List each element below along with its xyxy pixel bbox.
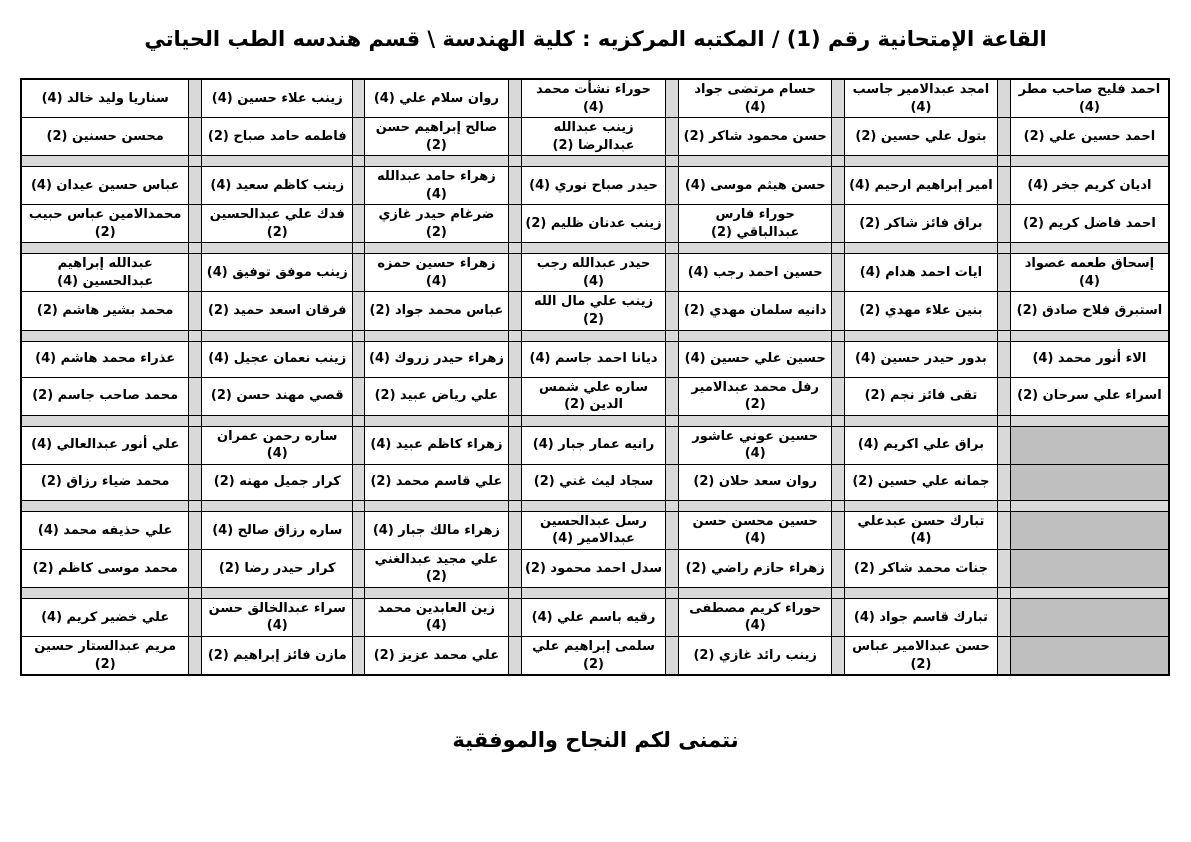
row-spacer: [21, 243, 1169, 254]
seat-row: [21, 549, 1169, 587]
row-spacer-cell: [521, 156, 666, 167]
row-spacer-cell: [679, 156, 832, 167]
row-spacer-cell: [1010, 156, 1169, 167]
row-spacer-cell: [832, 243, 845, 254]
seat-cell: اسراء علي سرحان (2): [1010, 377, 1169, 415]
empty-seat-cell: [1010, 511, 1169, 549]
column-spacer: [666, 341, 679, 377]
seat-row: [21, 205, 1169, 243]
row-spacer-cell: [845, 330, 998, 341]
column-spacer: [189, 426, 202, 464]
seat-cell: حسن محمود شاكر (2): [679, 118, 832, 156]
column-spacer: [997, 598, 1010, 636]
seat-row: [21, 167, 1169, 205]
column-spacer: [189, 79, 202, 118]
seat-row: [21, 464, 1169, 500]
row-spacer-cell: [508, 156, 521, 167]
seat-cell: عباس محمد جواد (2): [365, 292, 509, 330]
seat-cell: زهراء حامد عبدالله (4): [365, 167, 509, 205]
seat-cell: سناريا وليد خالد (4): [21, 79, 189, 118]
seat-cell: سجاد ليث غني (2): [521, 464, 666, 500]
column-spacer: [189, 637, 202, 676]
seat-cell: حسين محسن حسن (4): [679, 511, 832, 549]
seat-cell: تبارك قاسم جواد (4): [845, 598, 998, 636]
row-spacer-cell: [189, 587, 202, 598]
column-spacer: [508, 79, 521, 118]
column-spacer: [666, 292, 679, 330]
column-spacer: [353, 254, 365, 292]
seat-cell: حوراء فارس عبدالباقي (2): [679, 205, 832, 243]
seat-cell: زينب رائد غازي (2): [679, 637, 832, 676]
seat-cell: ايات احمد هدام (4): [845, 254, 998, 292]
seat-cell: محمد صاحب جاسم (2): [21, 377, 189, 415]
empty-seat-cell: [1010, 549, 1169, 587]
seat-row: [21, 377, 1169, 415]
column-spacer: [189, 377, 202, 415]
row-spacer-cell: [365, 156, 509, 167]
row-spacer-cell: [189, 156, 202, 167]
column-spacer: [353, 118, 365, 156]
seat-cell: علي حذيفه محمد (4): [21, 511, 189, 549]
row-spacer-cell: [508, 330, 521, 341]
column-spacer: [508, 205, 521, 243]
seat-cell: محمد ضياء رزاق (2): [21, 464, 189, 500]
row-spacer-cell: [845, 156, 998, 167]
column-spacer: [353, 341, 365, 377]
seat-cell: جمانه علي حسين (2): [845, 464, 998, 500]
column-spacer: [666, 79, 679, 118]
seat-row: [21, 79, 1169, 118]
row-spacer-cell: [353, 243, 365, 254]
column-spacer: [508, 341, 521, 377]
seat-row: [21, 118, 1169, 156]
column-spacer: [353, 377, 365, 415]
row-spacer-cell: [679, 500, 832, 511]
row-spacer-cell: [21, 415, 189, 426]
seat-cell: ضرغام حيدر غازي (2): [365, 205, 509, 243]
seat-row: [21, 292, 1169, 330]
seat-cell: سلمى إبراهيم علي (2): [521, 637, 666, 676]
column-spacer: [666, 426, 679, 464]
column-spacer: [832, 464, 845, 500]
column-spacer: [508, 292, 521, 330]
seat-cell: عذراء محمد هاشم (4): [21, 341, 189, 377]
column-spacer: [353, 598, 365, 636]
column-spacer: [666, 118, 679, 156]
seat-cell: روان سعد حلان (2): [679, 464, 832, 500]
row-spacer-cell: [508, 500, 521, 511]
footer-note: نتمنى لكم النجاح والموفقية: [452, 728, 739, 753]
seat-cell: زينب علي مال الله (2): [521, 292, 666, 330]
seat-cell: زهراء حسين حمزه (4): [365, 254, 509, 292]
seat-cell: اديان كريم جخر (4): [1010, 167, 1169, 205]
row-spacer-cell: [666, 330, 679, 341]
empty-seat-cell: [1010, 464, 1169, 500]
seat-row: [21, 598, 1169, 636]
seat-cell: ديانا احمد جاسم (4): [521, 341, 666, 377]
column-spacer: [508, 118, 521, 156]
seat-cell: كرار حيدر رضا (2): [202, 549, 353, 587]
column-spacer: [353, 549, 365, 587]
seat-cell: زين العابدين محمد (4): [365, 598, 509, 636]
seat-cell: الاء أنور محمد (4): [1010, 341, 1169, 377]
column-spacer: [997, 549, 1010, 587]
seat-cell: براق علي اكريم (4): [845, 426, 998, 464]
row-spacer-cell: [508, 415, 521, 426]
row-spacer-cell: [21, 330, 189, 341]
column-spacer: [353, 292, 365, 330]
column-spacer: [508, 637, 521, 676]
seat-cell: سراء عبدالخالق حسن (4): [202, 598, 353, 636]
column-spacer: [832, 549, 845, 587]
seat-cell: زهراء مالك جبار (4): [365, 511, 509, 549]
seat-row: [21, 511, 1169, 549]
seat-cell: رسل عبدالحسين عبدالامير (4): [521, 511, 666, 549]
column-spacer: [189, 549, 202, 587]
row-spacer: [21, 500, 1169, 511]
column-spacer: [666, 205, 679, 243]
seat-cell: رفل محمد عبدالامير (2): [679, 377, 832, 415]
column-spacer: [508, 464, 521, 500]
column-spacer: [189, 205, 202, 243]
column-spacer: [997, 205, 1010, 243]
seat-cell: علي أنور عبدالعالي (4): [21, 426, 189, 464]
row-spacer-cell: [202, 156, 353, 167]
seat-cell: حيدر عبدالله رجب (4): [521, 254, 666, 292]
row-spacer-cell: [832, 587, 845, 598]
row-spacer: [21, 415, 1169, 426]
row-spacer-cell: [353, 156, 365, 167]
row-spacer-cell: [679, 415, 832, 426]
column-spacer: [832, 79, 845, 118]
column-spacer: [997, 511, 1010, 549]
row-spacer-cell: [365, 330, 509, 341]
seat-cell: محمدالامين عباس حبيب (2): [21, 205, 189, 243]
column-spacer: [832, 637, 845, 676]
column-spacer: [666, 377, 679, 415]
seat-cell: روان سلام علي (4): [365, 79, 509, 118]
row-spacer-cell: [189, 415, 202, 426]
column-spacer: [832, 377, 845, 415]
row-spacer: [21, 587, 1169, 598]
row-spacer-cell: [997, 156, 1010, 167]
row-spacer-cell: [353, 500, 365, 511]
seat-cell: علي خضير كريم (4): [21, 598, 189, 636]
column-spacer: [666, 637, 679, 676]
column-spacer: [997, 377, 1010, 415]
column-spacer: [666, 598, 679, 636]
row-spacer-cell: [202, 243, 353, 254]
column-spacer: [666, 549, 679, 587]
seat-cell: حسن عبدالامير عباس (2): [845, 637, 998, 676]
row-spacer-cell: [666, 156, 679, 167]
row-spacer-cell: [679, 330, 832, 341]
column-spacer: [508, 426, 521, 464]
seat-cell: عبدالله إبراهيم عبدالحسين (4): [21, 254, 189, 292]
seat-cell: احمد فاضل كريم (2): [1010, 205, 1169, 243]
column-spacer: [832, 167, 845, 205]
column-spacer: [666, 511, 679, 549]
column-spacer: [997, 79, 1010, 118]
seat-row: [21, 341, 1169, 377]
column-spacer: [189, 167, 202, 205]
column-spacer: [832, 205, 845, 243]
seat-row: [21, 637, 1169, 676]
row-spacer-cell: [189, 243, 202, 254]
seat-cell: حسام مرتضى جواد (4): [679, 79, 832, 118]
seat-cell: دانيه سلمان مهدي (2): [679, 292, 832, 330]
row-spacer-cell: [1010, 500, 1169, 511]
row-spacer-cell: [202, 587, 353, 598]
column-spacer: [189, 118, 202, 156]
seat-cell: حيدر صباح نوري (4): [521, 167, 666, 205]
row-spacer-cell: [997, 415, 1010, 426]
column-spacer: [353, 426, 365, 464]
row-spacer-cell: [21, 243, 189, 254]
row-spacer-cell: [845, 500, 998, 511]
seat-cell: احمد فليح صاحب مطر (4): [1010, 79, 1169, 118]
column-spacer: [189, 254, 202, 292]
row-spacer-cell: [845, 415, 998, 426]
row-spacer-cell: [666, 500, 679, 511]
column-spacer: [832, 341, 845, 377]
page-title: القاعة الإمتحانية رقم (1) / المكتبه المركزيه : كلية الهندسة \ قسم هندسه الطب الحياتي: [144, 27, 1047, 51]
seat-cell: حوراء نشأت محمد (4): [521, 79, 666, 118]
row-spacer-cell: [832, 330, 845, 341]
seat-cell: ساره رزاق صالح (4): [202, 511, 353, 549]
column-spacer: [997, 292, 1010, 330]
seat-cell: علي قاسم محمد (2): [365, 464, 509, 500]
seat-cell: عباس حسين عيدان (4): [21, 167, 189, 205]
column-spacer: [832, 254, 845, 292]
seat-cell: مريم عبدالستار حسين (2): [21, 637, 189, 676]
seat-cell: بنين علاء مهدي (2): [845, 292, 998, 330]
column-spacer: [832, 426, 845, 464]
column-spacer: [666, 464, 679, 500]
seat-cell: زينب عبدالله عبدالرضا (2): [521, 118, 666, 156]
row-spacer-cell: [832, 500, 845, 511]
row-spacer-cell: [189, 330, 202, 341]
row-spacer-cell: [521, 500, 666, 511]
row-spacer-cell: [666, 415, 679, 426]
seat-cell: حسن هيثم موسى (4): [679, 167, 832, 205]
seat-cell: تقى فائز نجم (2): [845, 377, 998, 415]
row-spacer-cell: [832, 415, 845, 426]
seat-cell: زينب نعمان عجيل (4): [202, 341, 353, 377]
seat-cell: حوراء كريم مصطفى (4): [679, 598, 832, 636]
column-spacer: [353, 79, 365, 118]
row-spacer-cell: [997, 587, 1010, 598]
seat-cell: ساره علي شمس الدين (2): [521, 377, 666, 415]
row-spacer-cell: [21, 500, 189, 511]
seat-cell: حسين عوني عاشور (4): [679, 426, 832, 464]
column-spacer: [189, 511, 202, 549]
column-spacer: [666, 167, 679, 205]
column-spacer: [508, 511, 521, 549]
seat-cell: محسن حسنين (2): [21, 118, 189, 156]
seat-cell: فرقان اسعد حميد (2): [202, 292, 353, 330]
seat-cell: زينب كاظم سعيد (4): [202, 167, 353, 205]
seat-cell: إسحاق طعمه عصواد (4): [1010, 254, 1169, 292]
row-spacer-cell: [202, 500, 353, 511]
row-spacer-cell: [353, 415, 365, 426]
seat-cell: بدور حيدر حسين (4): [845, 341, 998, 377]
column-spacer: [997, 464, 1010, 500]
row-spacer-cell: [365, 500, 509, 511]
seat-cell: مازن فائز إبراهيم (2): [202, 637, 353, 676]
seat-cell: زهراء حيدر زروك (4): [365, 341, 509, 377]
row-spacer-cell: [521, 587, 666, 598]
row-spacer-cell: [1010, 587, 1169, 598]
row-spacer-cell: [508, 243, 521, 254]
row-spacer-cell: [21, 156, 189, 167]
column-spacer: [353, 205, 365, 243]
row-spacer-cell: [21, 587, 189, 598]
column-spacer: [997, 167, 1010, 205]
seating-table: [20, 78, 1170, 676]
column-spacer: [666, 254, 679, 292]
column-spacer: [353, 167, 365, 205]
row-spacer-cell: [845, 243, 998, 254]
empty-seat-cell: [1010, 426, 1169, 464]
column-spacer: [997, 254, 1010, 292]
row-spacer-cell: [679, 243, 832, 254]
row-spacer-cell: [521, 243, 666, 254]
seat-cell: امير إبراهيم ارحيم (4): [845, 167, 998, 205]
seat-row: [21, 426, 1169, 464]
seat-cell: احمد حسين علي (2): [1010, 118, 1169, 156]
row-spacer-cell: [1010, 415, 1169, 426]
seat-cell: صالح إبراهيم حسن (2): [365, 118, 509, 156]
seat-cell: علي رياض عبيد (2): [365, 377, 509, 415]
row-spacer-cell: [189, 500, 202, 511]
column-spacer: [997, 426, 1010, 464]
row-spacer: [21, 330, 1169, 341]
seat-cell: براق فائز شاكر (2): [845, 205, 998, 243]
row-spacer-cell: [202, 415, 353, 426]
column-spacer: [997, 341, 1010, 377]
column-spacer: [353, 464, 365, 500]
column-spacer: [508, 549, 521, 587]
seat-cell: تبارك حسن عبدعلي (4): [845, 511, 998, 549]
seat-cell: ساره رحمن عمران (4): [202, 426, 353, 464]
seat-cell: قصي مهند حسن (2): [202, 377, 353, 415]
seat-cell: رقيه باسم علي (4): [521, 598, 666, 636]
seat-cell: محمد موسى كاظم (2): [21, 549, 189, 587]
seat-cell: زهراء كاظم عبيد (4): [365, 426, 509, 464]
row-spacer-cell: [997, 330, 1010, 341]
seat-cell: استبرق فلاح صادق (2): [1010, 292, 1169, 330]
column-spacer: [508, 598, 521, 636]
seat-cell: حسين احمد رجب (4): [679, 254, 832, 292]
column-spacer: [508, 254, 521, 292]
row-spacer-cell: [666, 587, 679, 598]
column-spacer: [508, 167, 521, 205]
column-spacer: [189, 341, 202, 377]
row-spacer-cell: [521, 415, 666, 426]
column-spacer: [353, 511, 365, 549]
row-spacer: [21, 156, 1169, 167]
column-spacer: [189, 464, 202, 500]
row-spacer-cell: [521, 330, 666, 341]
column-spacer: [508, 377, 521, 415]
empty-seat-cell: [1010, 598, 1169, 636]
row-spacer-cell: [1010, 243, 1169, 254]
seat-cell: زينب علاء حسين (4): [202, 79, 353, 118]
column-spacer: [189, 292, 202, 330]
seat-cell: كرار جميل مهنه (2): [202, 464, 353, 500]
seat-cell: فاطمه حامد صباح (2): [202, 118, 353, 156]
seat-cell: علي مجيد عبدالغني (2): [365, 549, 509, 587]
row-spacer-cell: [353, 587, 365, 598]
empty-seat-cell: [1010, 637, 1169, 676]
row-spacer-cell: [832, 156, 845, 167]
row-spacer-cell: [997, 243, 1010, 254]
seat-cell: محمد بشير هاشم (2): [21, 292, 189, 330]
row-spacer-cell: [365, 415, 509, 426]
seat-cell: حسين علي حسين (4): [679, 341, 832, 377]
column-spacer: [832, 118, 845, 156]
row-spacer-cell: [353, 330, 365, 341]
row-spacer-cell: [997, 500, 1010, 511]
seat-cell: زينب موفق توفيق (4): [202, 254, 353, 292]
row-spacer-cell: [845, 587, 998, 598]
column-spacer: [353, 637, 365, 676]
seat-cell: سدل احمد محمود (2): [521, 549, 666, 587]
column-spacer: [189, 598, 202, 636]
seat-cell: فدك علي عبدالحسين (2): [202, 205, 353, 243]
seat-cell: جنات محمد شاكر (2): [845, 549, 998, 587]
row-spacer-cell: [679, 587, 832, 598]
column-spacer: [997, 637, 1010, 676]
seat-cell: بتول علي حسين (2): [845, 118, 998, 156]
column-spacer: [997, 118, 1010, 156]
seat-row: [21, 254, 1169, 292]
row-spacer-cell: [666, 243, 679, 254]
seat-cell: زهراء حازم راضي (2): [679, 549, 832, 587]
row-spacer-cell: [365, 243, 509, 254]
column-spacer: [832, 292, 845, 330]
seat-cell: رانيه عمار جبار (4): [521, 426, 666, 464]
column-spacer: [832, 598, 845, 636]
seat-cell: زينب عدنان ظليم (2): [521, 205, 666, 243]
row-spacer-cell: [508, 587, 521, 598]
row-spacer-cell: [202, 330, 353, 341]
seat-cell: علي محمد عزيز (2): [365, 637, 509, 676]
row-spacer-cell: [365, 587, 509, 598]
seat-cell: امجد عبدالامير جاسب (4): [845, 79, 998, 118]
row-spacer-cell: [1010, 330, 1169, 341]
column-spacer: [832, 511, 845, 549]
